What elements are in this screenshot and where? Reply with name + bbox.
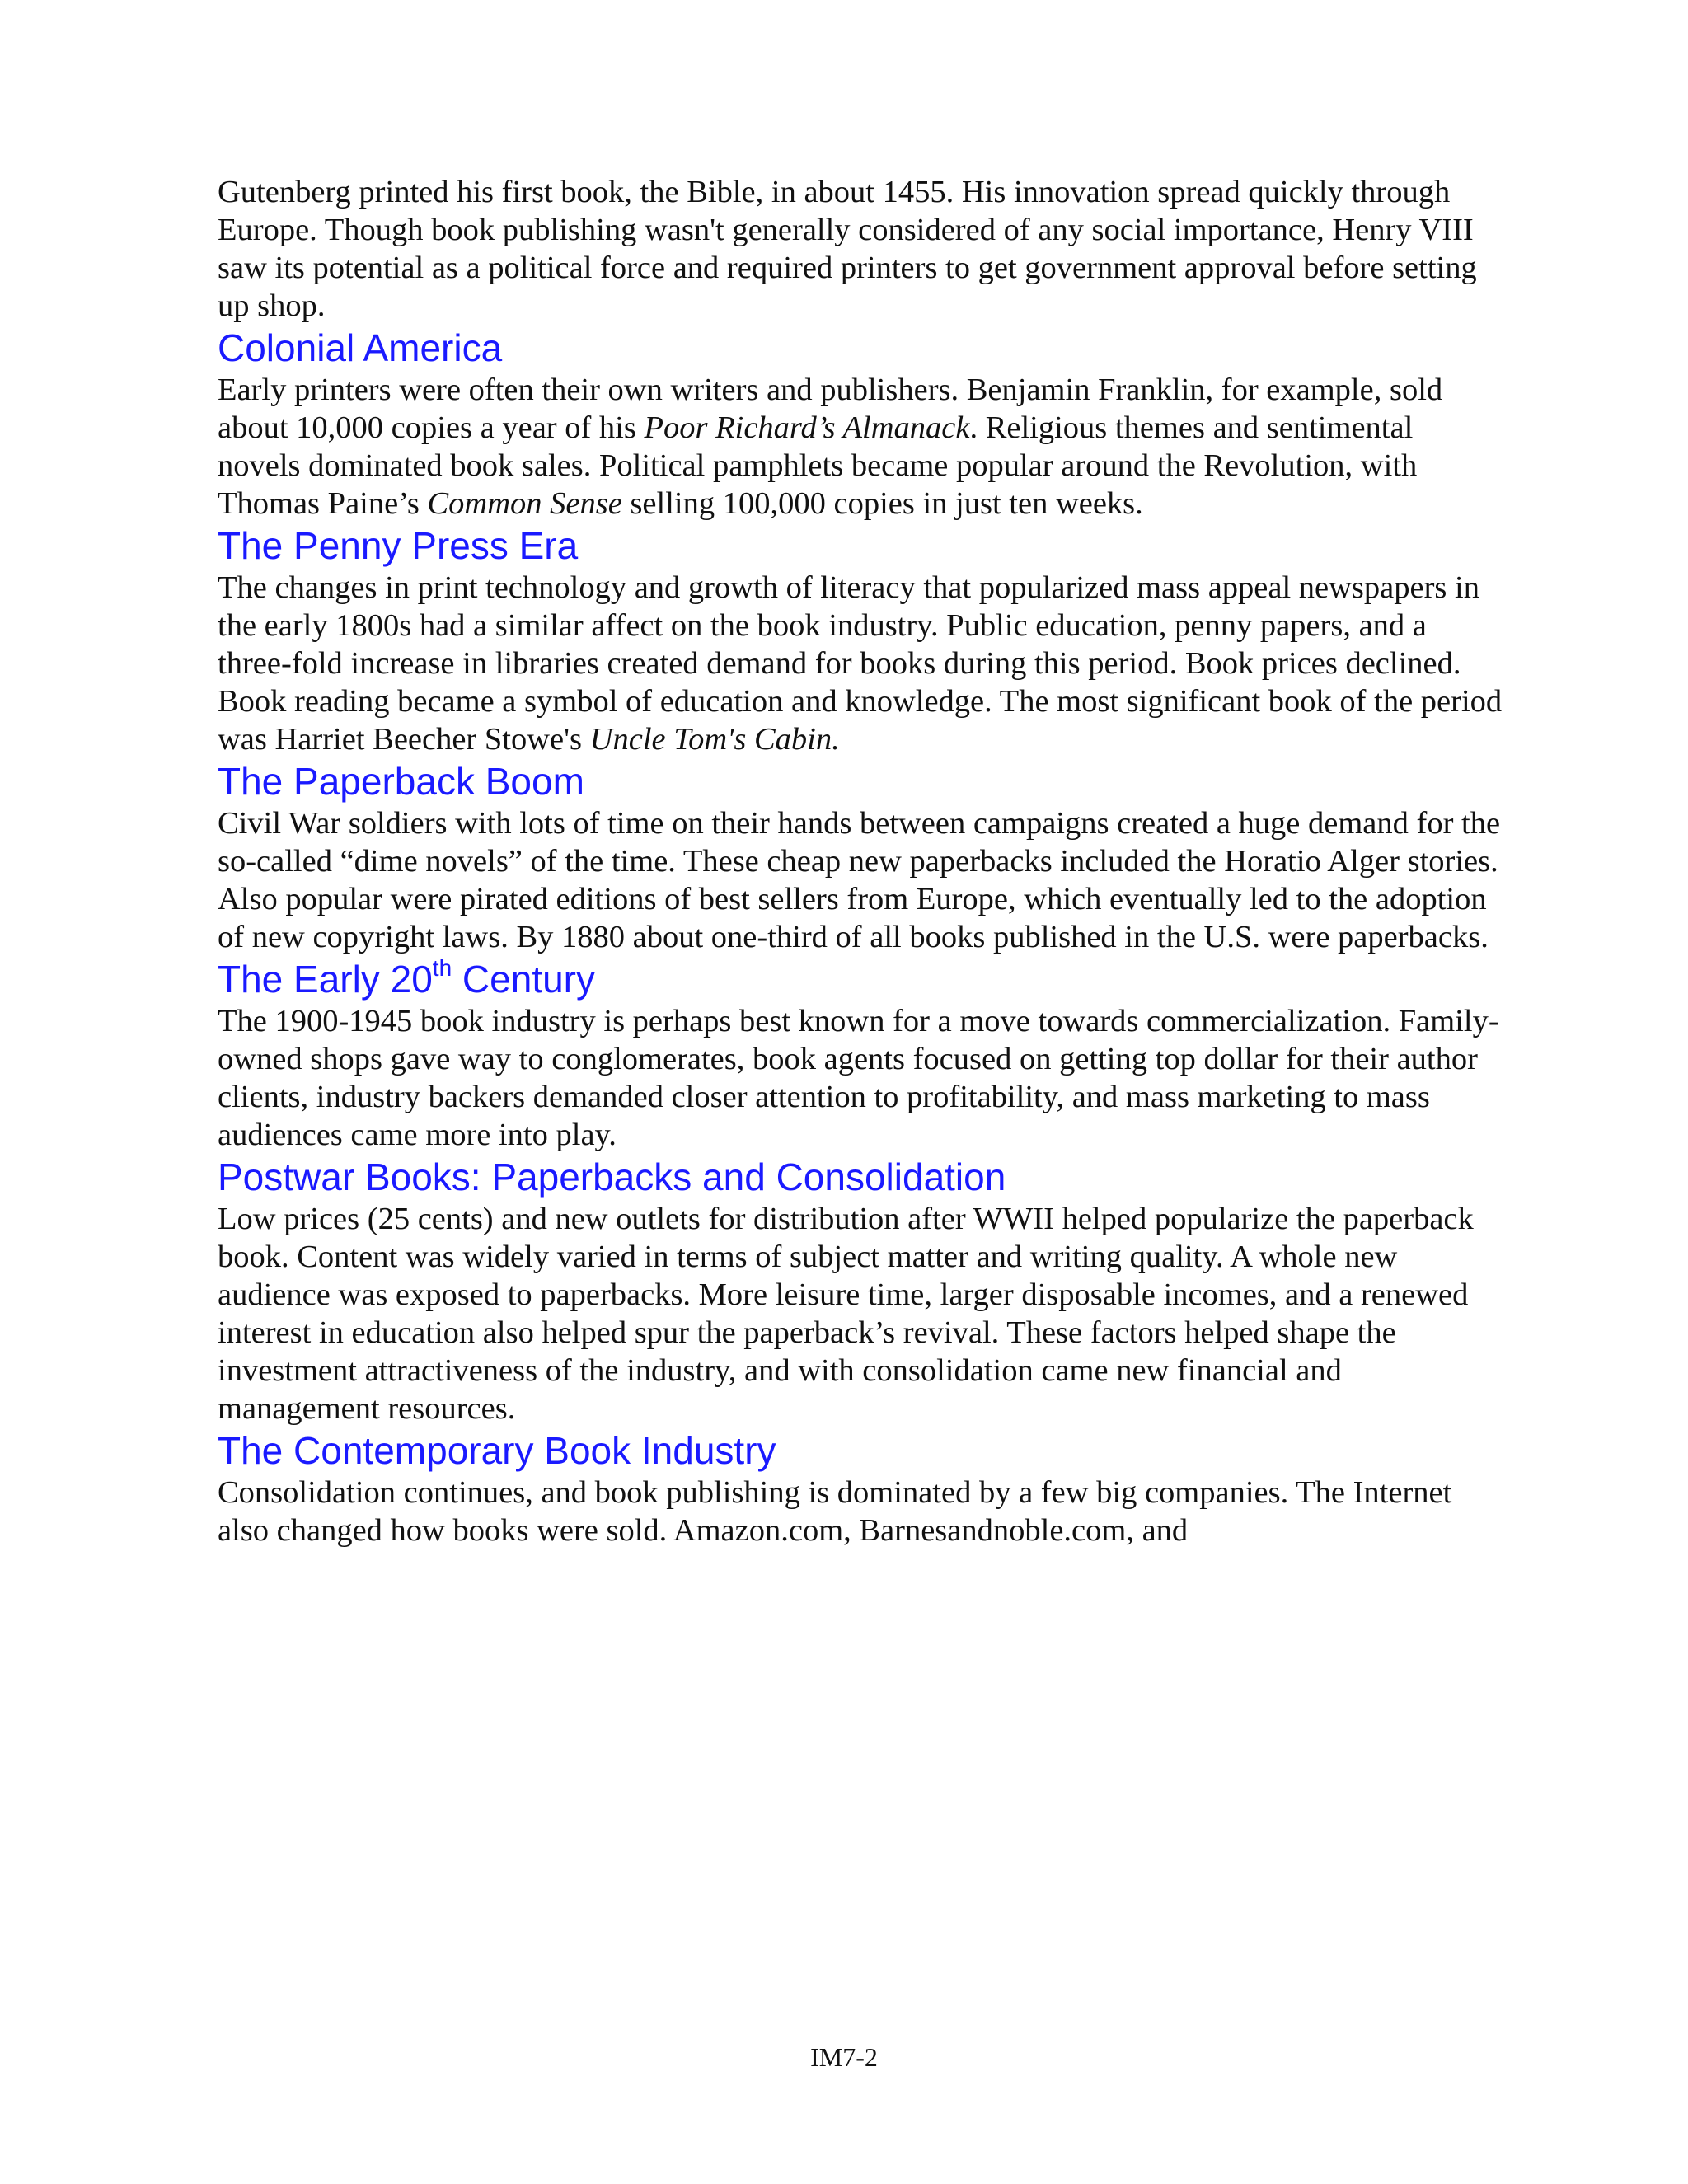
page-number: IM7-2 [810,2042,878,2072]
heading-early-20-text: The Early 20 [218,958,433,1001]
heading-paperback-boom: The Paperback Boom [218,760,584,803]
paperback-boom-paragraph: Civil War soldiers with lots of time on their hands between campaigns created a huge demand for the so-called “dime novels” of the time. These cheap new paperbacks included the Horatio Alger stories. Also popular were pirated editions of best sellers from Europe, which eventually led to the adoption of new copyright laws. By 1880 about one-third of all books published in the U.S. were paperbacks. [218,806,1501,954]
heading-contemporary-book-industry: The Contemporary Book Industry [218,1429,776,1472]
postwar-books-paragraph: Low prices (25 cents) and new outlets for distribution after WWII helped popularize the paperback book. Content was widely varied in terms of subject matter and writing quality. A whole new audience was exposed to paperbacks. More leisure time, larger disposable incomes, and a renewed interest in education also helped spur the paperback’s revival. These factors helped shape the investment attractiveness of the industry, and with consolidation came new financial and management resources. [218,1202,1474,1426]
book-title-common-sense: Common Sense [427,486,622,521]
heading-early-20-superscript: th [432,954,452,981]
heading-century-text: Century [452,958,596,1001]
book-title-poor-richards-almanack: Poor Richard’s Almanack [644,410,970,445]
contemporary-book-industry-paragraph: Consolidation continues, and book publishing is dominated by a few big companies. The Internet also changed how books were sold. Amazon.com, Barnesandnoble.com, and [218,1475,1452,1548]
early-20th-century-paragraph: The 1900-1945 book industry is perhaps best known for a move towards commercialization. Family-owned shops gave way to conglomerates, book agents focused on getting top dollar for their author clients, industry backers demanded closer attention to profitability, and mass marketing to mass audiences came more into play. [218,1004,1499,1152]
penny-text-1: The changes in print technology and growth of literacy that popularized mass appeal newspapers in the early 1800s had a similar affect on the book industry. Public education, penny papers, and a three-fold increase in libraries created demand for books during this period. Book prices declined. Book reading became a symbol of education and knowledge. The most significant book of the period was Harriet Beecher Stowe's [218,570,1503,757]
heading-early-20th-century [218,956,1503,1002]
heading-penny-press-era: The Penny Press Era [218,524,579,567]
colonial-text-1: Early printers were often their own writers and publishers. Benjamin Franklin, for example, sold about 10,000 copies a year of his [218,373,1443,445]
heading-postwar-books: Postwar Books: Paperbacks and Consolidation [218,1155,1006,1198]
penny-press-paragraph [218,569,1503,758]
document-page [218,173,1503,1549]
colonial-text-3: selling 100,000 copies in just ten weeks. [621,486,1143,521]
colonial-text-2: . Religious themes and sentimental novels dominated book sales. Political pamphlets became popular around the Revolution, with Thomas Paine’s [218,410,1418,521]
book-title-uncle-toms-cabin: Uncle Tom's Cabin. [589,722,840,757]
heading-colonial-america: Colonial America [218,326,503,369]
colonial-america-paragraph [218,371,1503,523]
intro-paragraph: Gutenberg printed his first book, the Bible, in about 1455. His innovation spread quickly through Europe. Though book publishing wasn't generally considered of any social importance, Henry VIII saw its potential as a political force and required printers to get government approval before setting up shop. [218,175,1477,323]
